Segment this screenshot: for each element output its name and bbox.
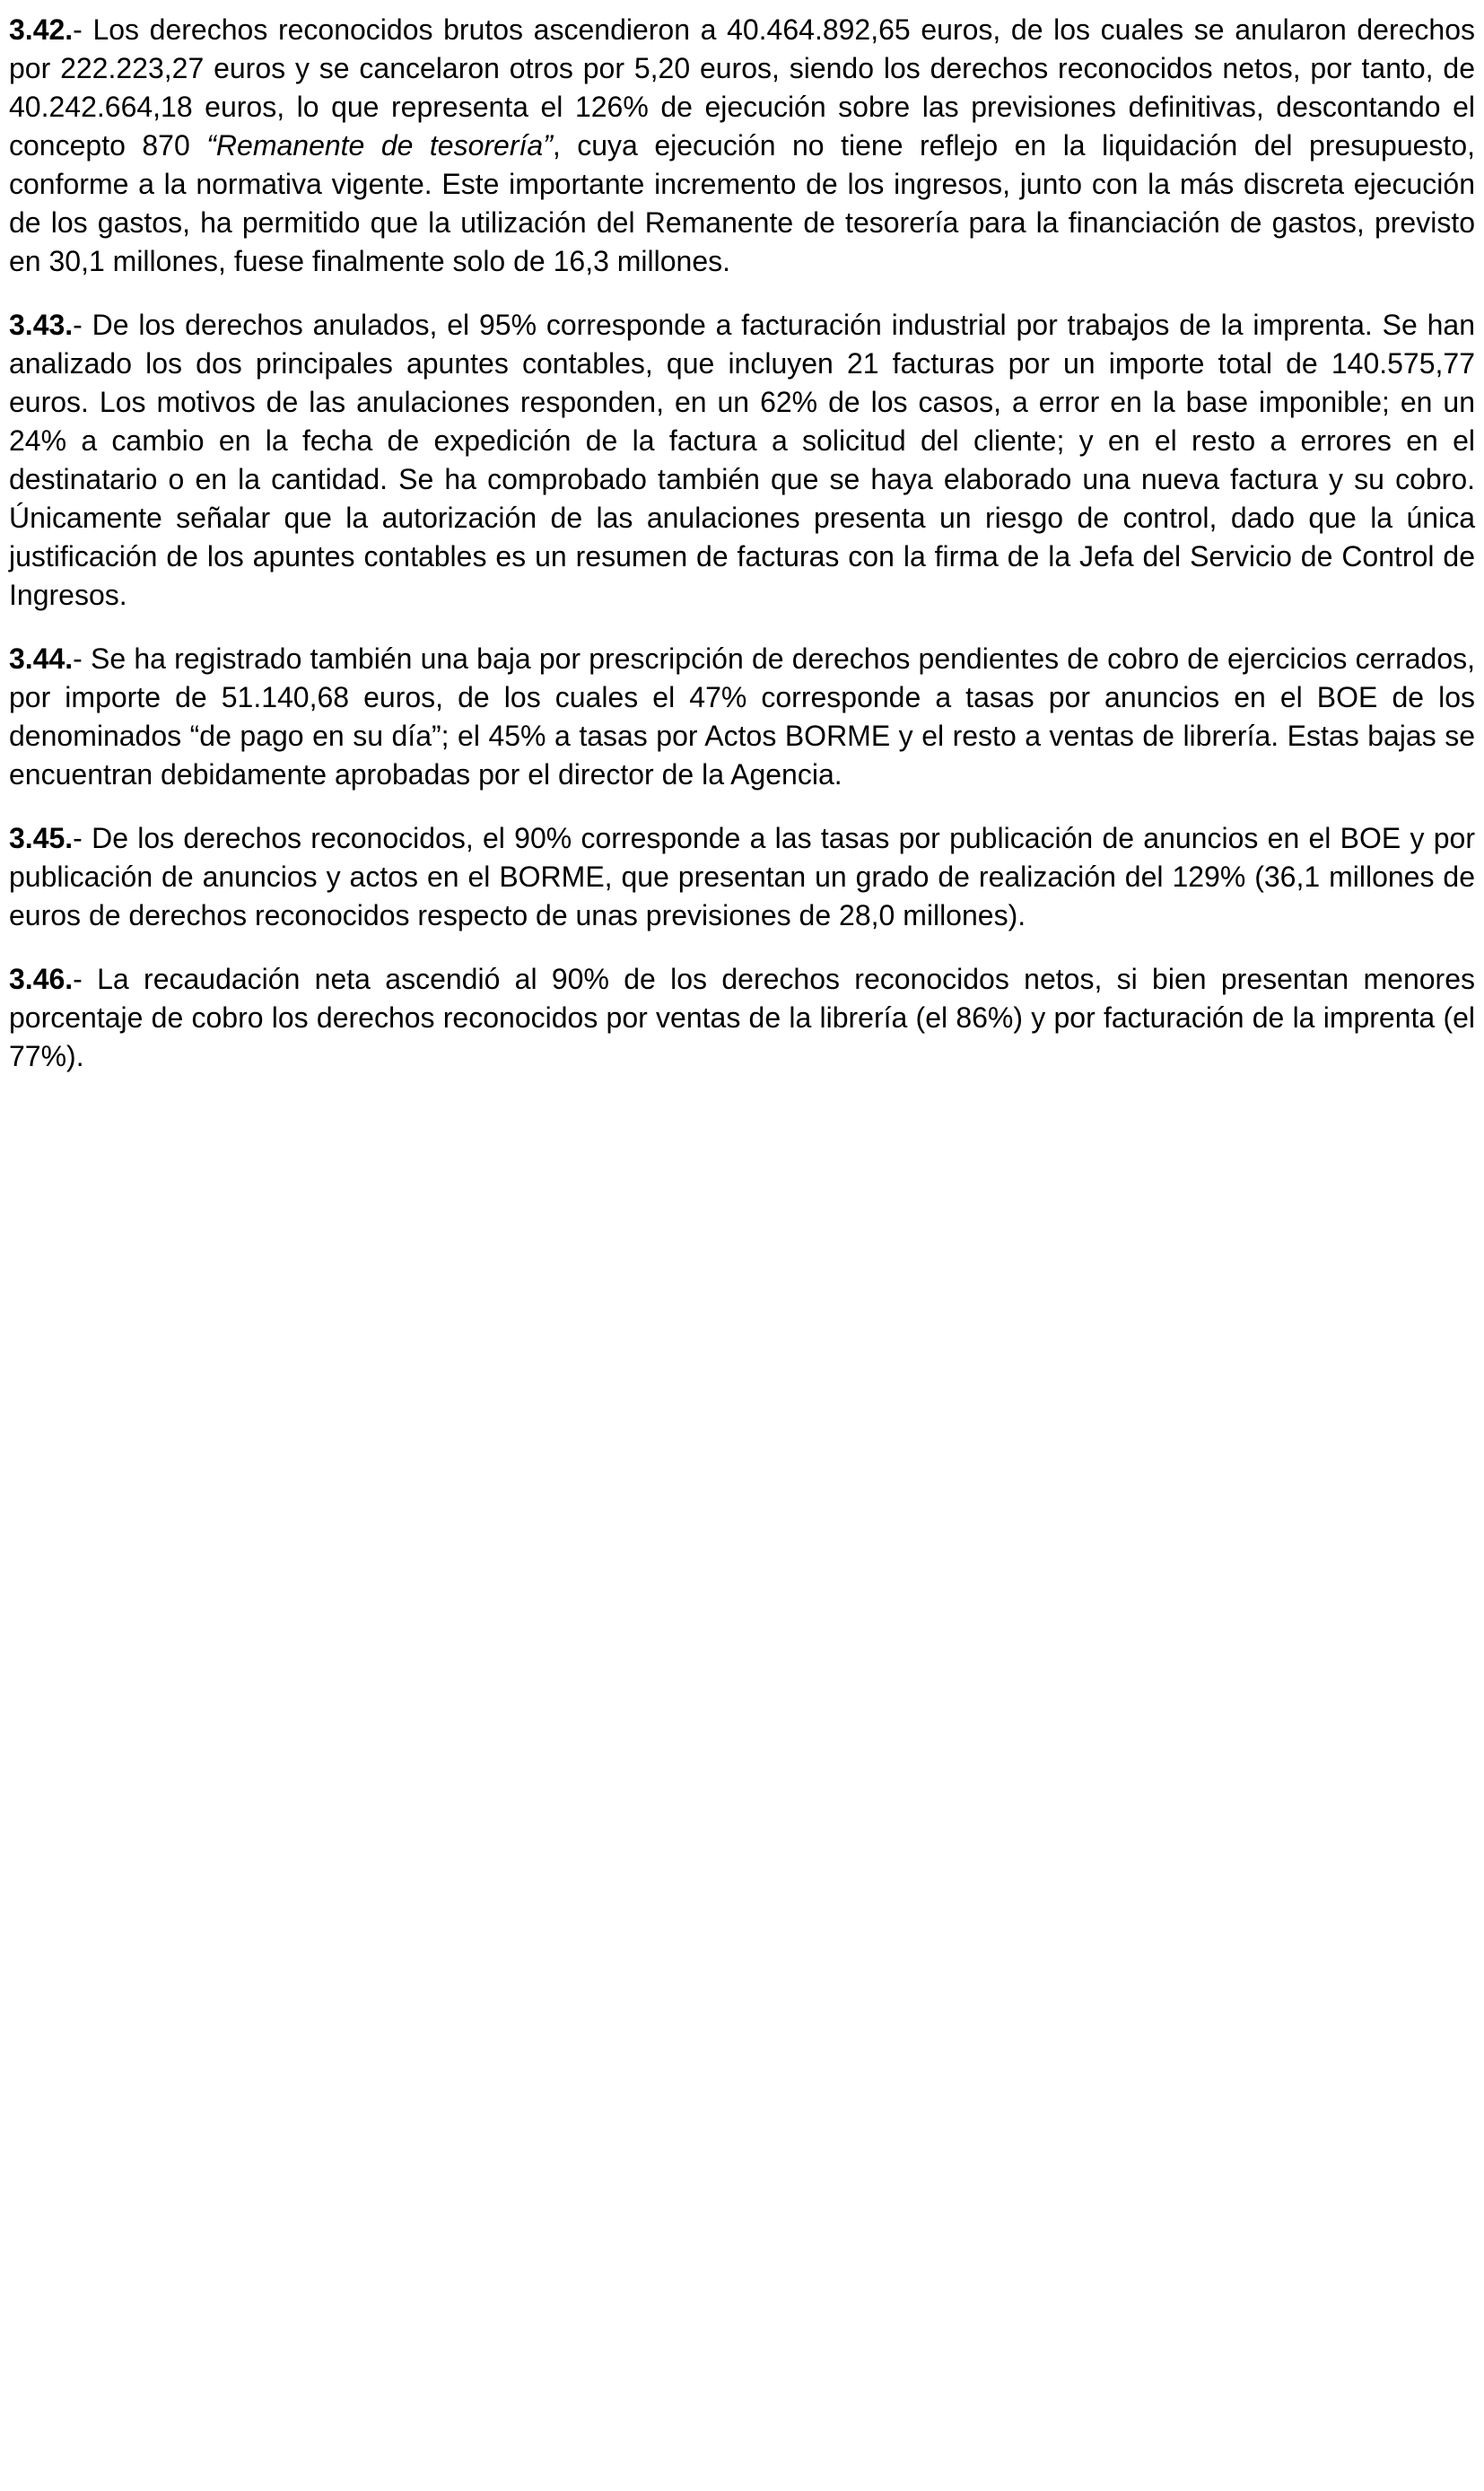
paragraph-text: - Se ha registrado también una baja por prescripción de derechos pendientes de cobro de ejercicios cerrados, por importe de 51.140,68 euros, de los cuales el 47% corresponde a tasas por anuncios en el BOE de los denominados “de pago en su día”; el 45% a tasas por Actos BORME y el resto a ventas de librería. Estas bajas se encuentran debidamente aprobadas por el director de la Agencia.: [9, 642, 1475, 791]
paragraph-number: 3.46.: [9, 963, 74, 995]
paragraph-number: 3.44.: [9, 642, 74, 675]
paragraph-3-45: [9, 819, 1475, 935]
paragraph-text: - La recaudación neta ascendió al 90% de los derechos reconocidos netos, si bien presentan menores porcentaje de cobro los derechos reconocidos por ventas de la librería (el 86%) y por facturación de la imprenta (el 77%).: [9, 963, 1475, 1072]
paragraph-text: - Los derechos reconocidos brutos ascendieron a 40.464.892,65 euros, de los cuales se anularon derechos por 222.223,27 euros y se cancelaron otros por 5,20 euros, siendo los derechos reconocidos netos, por tanto, de 40.242.664,18 euros, lo que representa el 126% de ejecución sobre las previsiones definitivas, descontando el concepto 870: [9, 13, 1475, 162]
paragraph-text: - De los derechos reconocidos, el 90% corresponde a las tasas por publicación de anuncios en el BOE y por publicación de anuncios y actos en el BORME, que presentan un grado de realización del 129% (36,1 millones de euros de derechos reconocidos respecto de unas previsiones de 28,0 millones).: [9, 822, 1475, 931]
paragraph-3-44: [9, 640, 1475, 794]
paragraph-text: - De los derechos anulados, el 95% corresponde a facturación industrial por trabajos de la imprenta. Se han analizado los dos principales apuntes contables, que incluyen 21 facturas por un importe total de 140.575,77 euros. Los motivos de las anulaciones responden, en un 62% de los casos, a error en la base imponible; en un 24% a cambio en la fecha de expedición de la factura a solicitud del cliente; y en el resto a errores en el destinatario o en la cantidad. Se ha comprobado también que se haya elaborado una nueva factura y su cobro. Únicamente señalar que la autorización de las anulaciones presenta un riesgo de control, dado que la única justificación de los apuntes contables es un resumen de facturas con la firma de la Jefa del Servicio de Control de Ingresos.: [9, 309, 1475, 611]
paragraph-number: 3.45.: [9, 822, 74, 854]
paragraph-text-continued: , cuya ejecución no tiene reflejo en la liquidación del presupuesto, conforme a la normativa vigente. Este importante incremento de los ingresos, junto con la más discreta ejecución de los gastos, ha permitido que la utilización del Remanente de tesorería para la financiación de gastos, previsto en 30,1 millones, fuese finalmente solo de 16,3 millones.: [9, 129, 1476, 277]
paragraph-number: 3.43.: [9, 309, 74, 341]
paragraph-italic-term: “Remanente de tesorería”: [206, 129, 553, 162]
document-body: [9, 11, 1475, 1101]
paragraph-3-46: [9, 960, 1475, 1076]
paragraph-3-43: [9, 306, 1475, 615]
paragraph-number: 3.42.: [9, 13, 74, 46]
paragraph-3-42: [9, 11, 1475, 281]
